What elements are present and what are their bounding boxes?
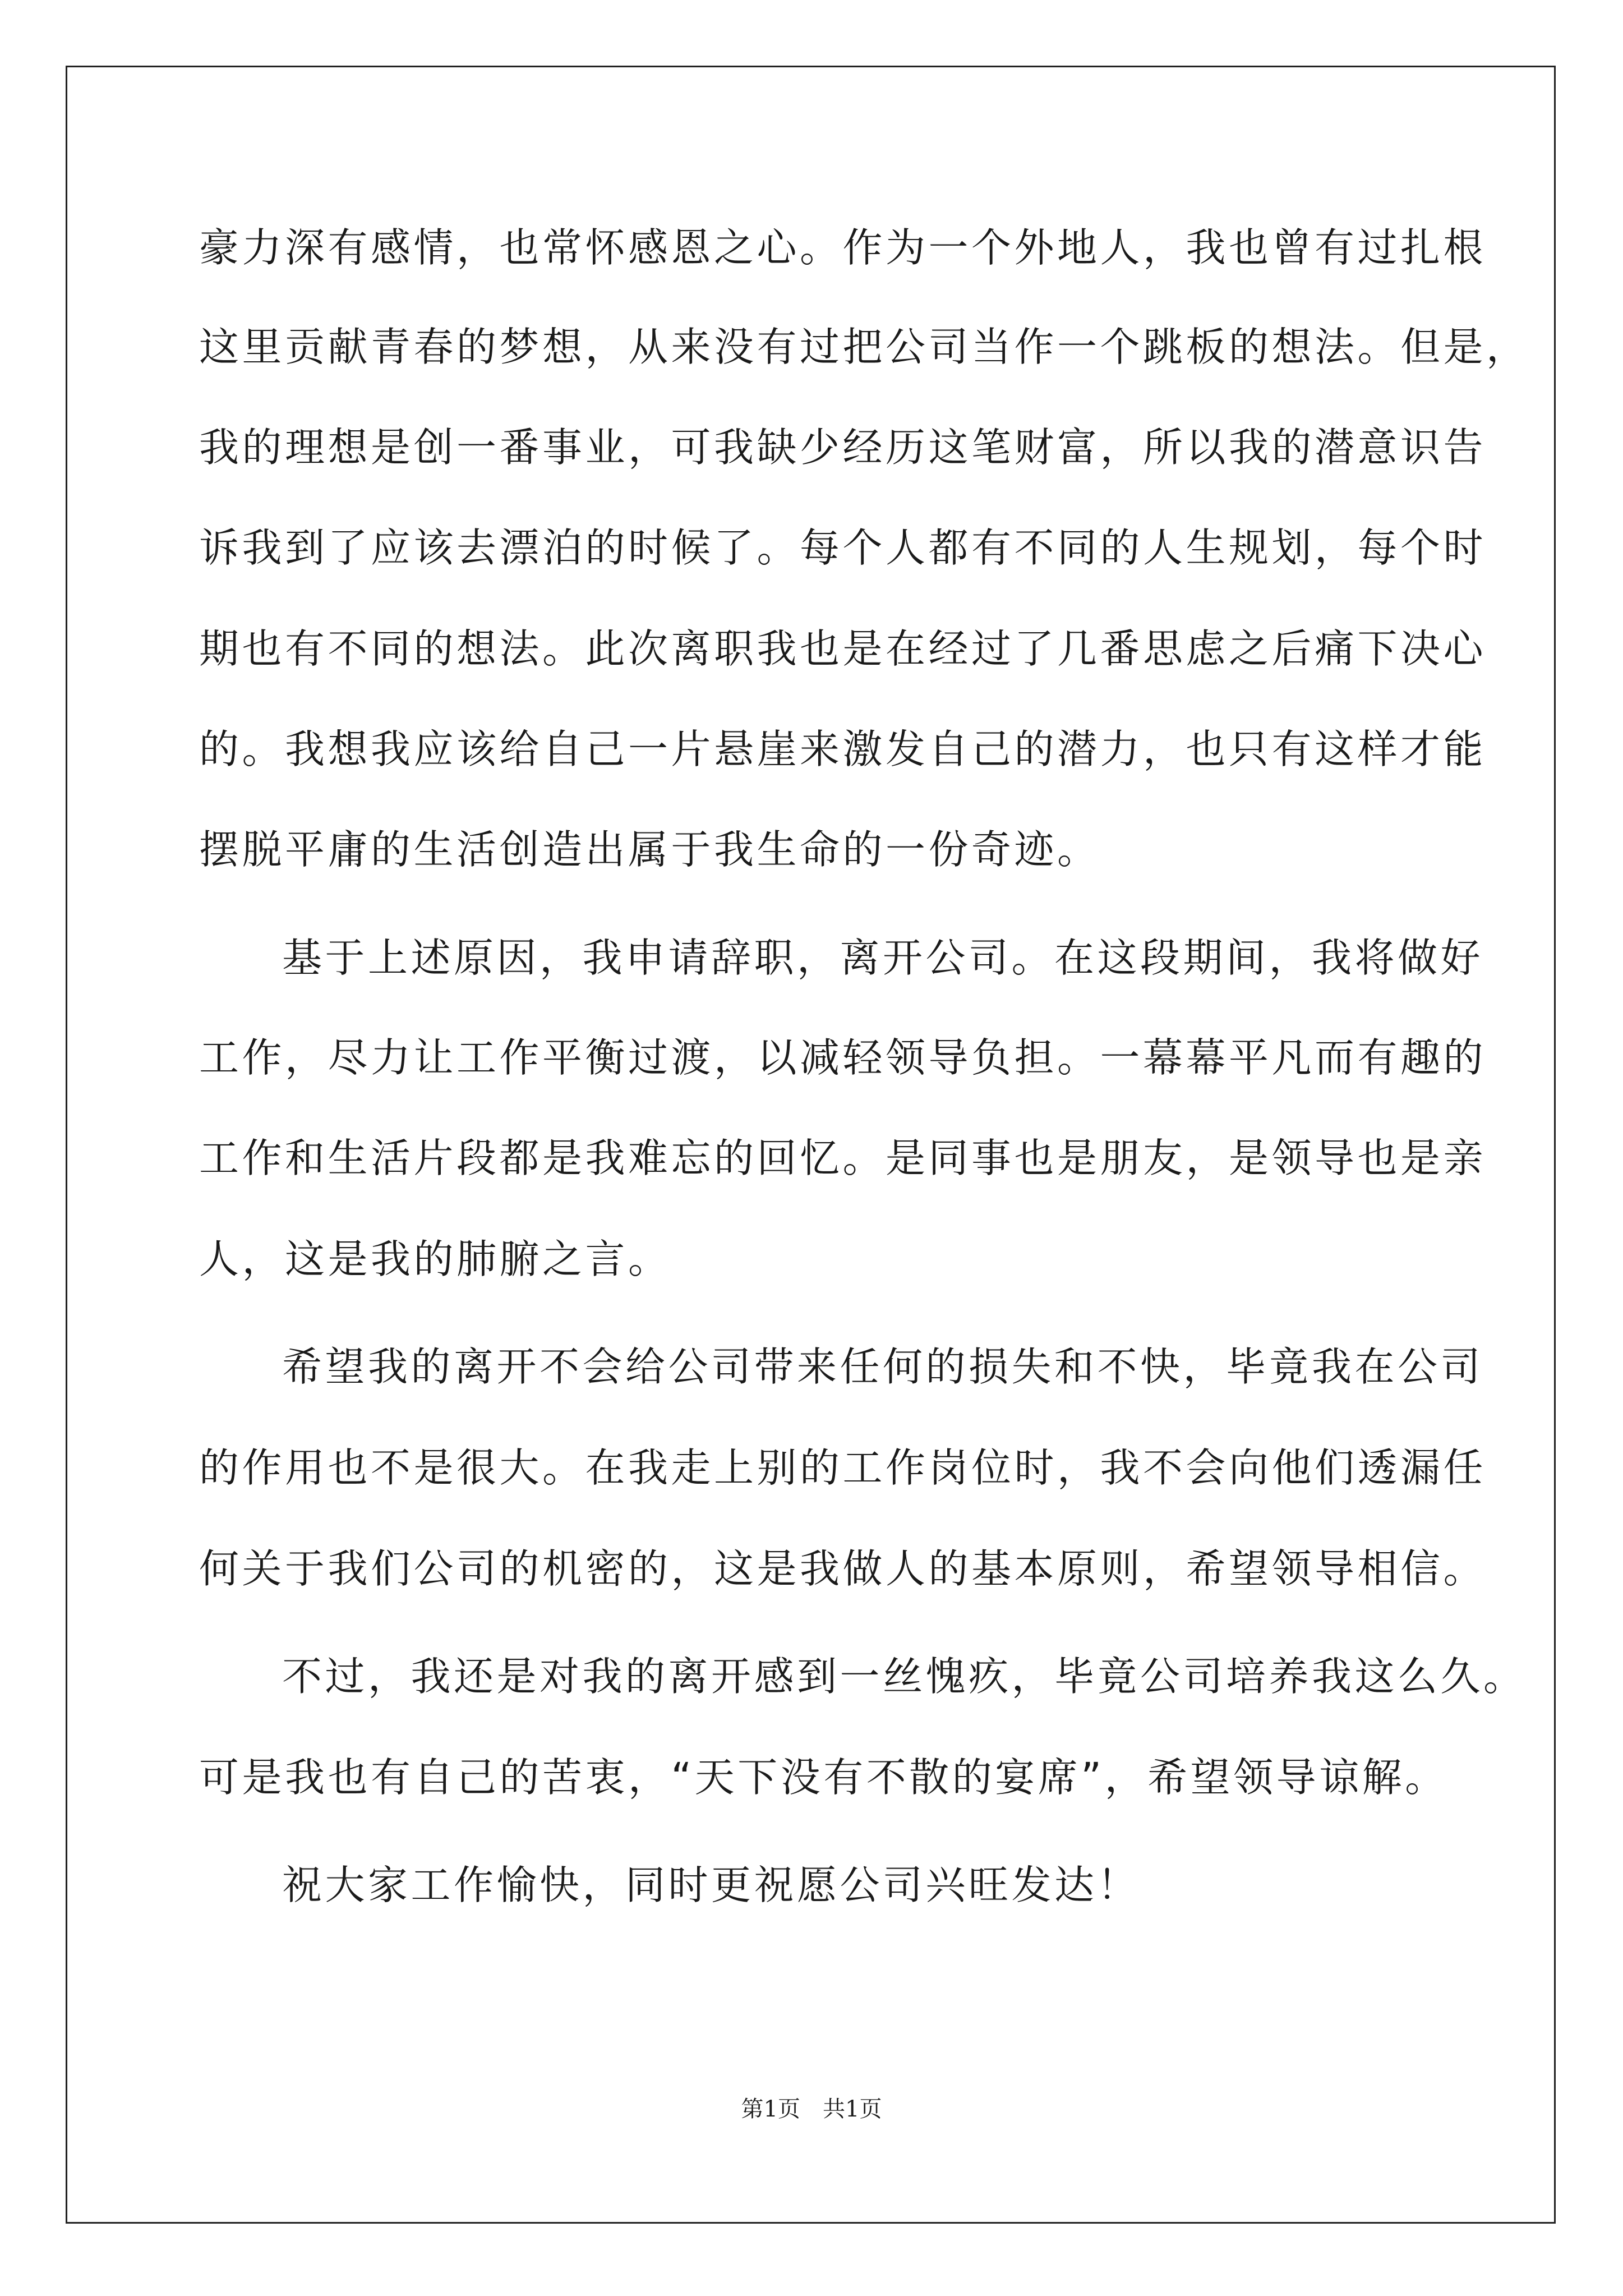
text-line: 摆脱平庸的生活创造出属于我生命的一份奇迹。 <box>199 826 1100 873</box>
page-total: 共1页 <box>823 2096 882 2122</box>
paragraph-first-line: 基于上述原因，我申请辞职，离开公司。在这段期间，我将做好 <box>282 935 1484 981</box>
text-line: 的作用也不是很大。在我走上别的工作岗位时，我不会向他们透漏任 <box>199 1444 1487 1491</box>
text-line: 工作，尽力让工作平衡过渡，以减轻领导负担。一幕幕平凡而有趣的 <box>199 1034 1487 1081</box>
text-line: 这里贡献青春的梦想，从来没有过把公司当作一个跳板的想法。但是， <box>199 324 1529 370</box>
page-footer <box>0 2095 1623 2123</box>
paragraph-first-line: 希望我的离开不会给公司带来任何的损失和不快，毕竟我在公司 <box>282 1343 1484 1390</box>
text-line: 工作和生活片段都是我难忘的回忆。是同事也是朋友，是领导也是亲 <box>199 1135 1487 1181</box>
paragraph-first-line: 祝大家工作愉快，同时更祝愿公司兴旺发达！ <box>282 1862 1141 1908</box>
text-line: 人，这是我的肺腑之言。 <box>199 1236 671 1282</box>
text-line: 的。我想我应该给自己一片悬崖来激发自己的潜力，也只有这样才能 <box>199 726 1487 772</box>
text-line: 我的理想是创一番事业，可我缺少经历这笔财富，所以我的潜意识告 <box>199 424 1487 471</box>
text-line: 可是我也有自己的苦衷，“天下没有不散的宴席”，希望领导谅解。 <box>199 1754 1448 1801</box>
text-line: 何关于我们公司的机密的，这是我做人的基本原则，希望领导相信。 <box>199 1545 1487 1592</box>
text-line: 期也有不同的想法。此次离职我也是在经过了几番思虑之后痛下决心 <box>199 625 1487 672</box>
text-line: 诉我到了应该去漂泊的时候了。每个人都有不同的人生规划，每个时 <box>199 524 1487 571</box>
paragraph-first-line: 不过，我还是对我的离开感到一丝愧疚，毕竟公司培养我这么久。 <box>282 1653 1527 1700</box>
page-number: 第1页 <box>741 2096 800 2122</box>
text-line: 豪力深有感情，也常怀感恩之心。作为一个外地人，我也曾有过扎根 <box>199 224 1487 271</box>
